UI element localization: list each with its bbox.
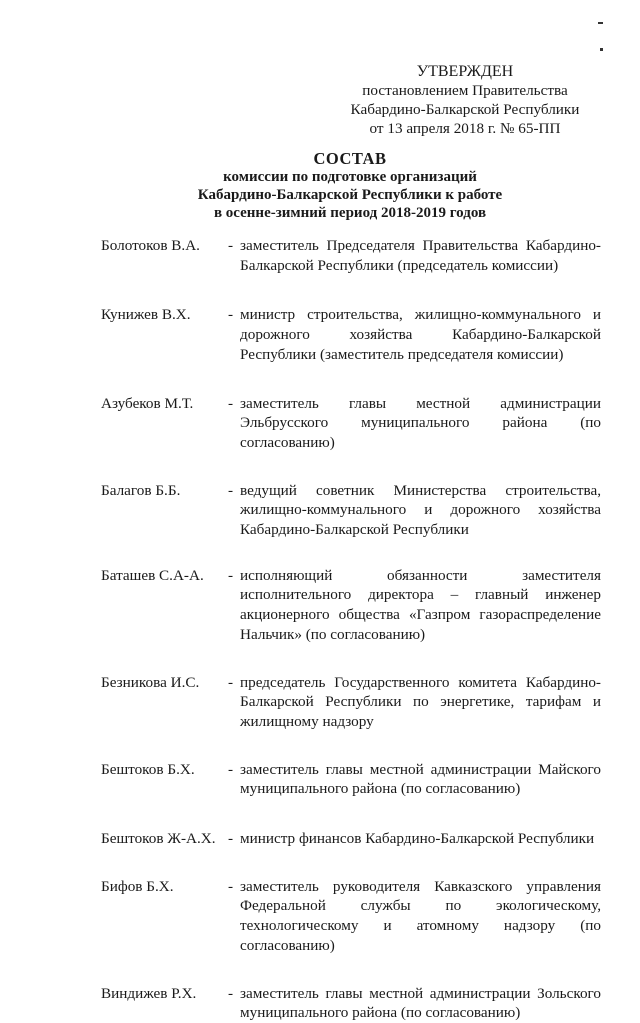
member-role: ведущий советник Министерства строительства, жилищно-коммунального и дорожного хозяйства Кабардино-Балкарской Республики (240, 481, 601, 539)
title-line: Кабардино-Балкарской Республики к работе (197, 187, 503, 203)
approval-word: УТВЕРЖДЕН (416, 63, 514, 80)
scan-mark (600, 48, 603, 51)
title-line: в осенне-зимний период 2018-2019 годов (213, 205, 487, 221)
member-role: председатель Государственного комитета Кабардино-Балкарской Республики по энергетике, тарифам и жилищному надзору (240, 673, 601, 730)
member-name: Кунижев В.Х. (101, 306, 191, 324)
title-line: комиссии по подготовке организаций (223, 169, 477, 185)
member-row (101, 305, 601, 364)
member-name: Бифов Б.Х. (101, 877, 174, 895)
member-row (101, 877, 601, 956)
member-row (101, 566, 601, 645)
member-name: Балагов Б.Б. (101, 481, 181, 499)
member-row (101, 829, 601, 849)
member-name: Безникова И.С. (101, 673, 200, 691)
member-role: заместитель Председателя Правительства Кабардино-Балкарской Республики (председатель комиссии) (240, 237, 601, 274)
member-role: заместитель главы местной администрации Майского муниципального района (по согласованию) (240, 760, 601, 798)
member-role: исполняющий обязанности заместителя исполнительного директора – главный инженер акционерного общества «Газпром газораспределение Нальчик» (по согласованию) (240, 566, 601, 643)
approval-line: постановлением Правительства (362, 82, 568, 99)
member-dash: - (228, 306, 234, 324)
member-name: Виндижев Р.Х. (101, 984, 197, 1002)
member-dash: - (228, 830, 234, 848)
member-dash: - (228, 984, 234, 1002)
title-heading: СОСТАВ (313, 149, 387, 168)
document-title (100, 150, 600, 222)
member-role: заместитель руководителя Кавказского управления Федеральной службы по экологическому, технологическому и атомному надзору (по согласованию) (240, 877, 601, 954)
scan-mark (598, 22, 603, 24)
member-name: Болотоков В.А. (101, 237, 200, 254)
member-dash: - (228, 566, 234, 584)
member-dash: - (228, 237, 234, 254)
member-role: заместитель главы местной администрации Эльбрусского муниципального района (по согласованию) (240, 394, 601, 451)
member-dash: - (228, 673, 234, 691)
member-dash: - (228, 877, 234, 895)
member-row (101, 394, 601, 453)
member-name: Бештоков Ж-А.Х. (101, 830, 216, 848)
member-row (101, 673, 601, 732)
member-row (101, 760, 601, 799)
member-row (101, 984, 601, 1023)
approval-stamp (330, 62, 600, 138)
member-row (101, 481, 601, 540)
member-name: Азубеков М.Т. (101, 394, 194, 412)
member-row (101, 236, 601, 275)
approval-line: Кабардино-Балкарской Республики (350, 101, 580, 118)
member-name: Бештоков Б.Х. (101, 760, 195, 778)
member-role: министр финансов Кабардино-Балкарской Республики (240, 830, 595, 848)
approval-line: от 13 апреля 2018 г. № 65-ПП (369, 120, 561, 137)
member-role: министр строительства, жилищно-коммунального и дорожного хозяйства Кабардино-Балкарской Республики (заместитель председателя комиссии) (240, 306, 601, 363)
member-dash: - (228, 760, 234, 778)
member-dash: - (228, 394, 234, 412)
member-role: заместитель главы местной администрации Зольского муниципального района (по согласованию) (240, 984, 601, 1022)
member-name: Баташев С.А-А. (101, 566, 204, 584)
member-dash: - (228, 481, 234, 499)
